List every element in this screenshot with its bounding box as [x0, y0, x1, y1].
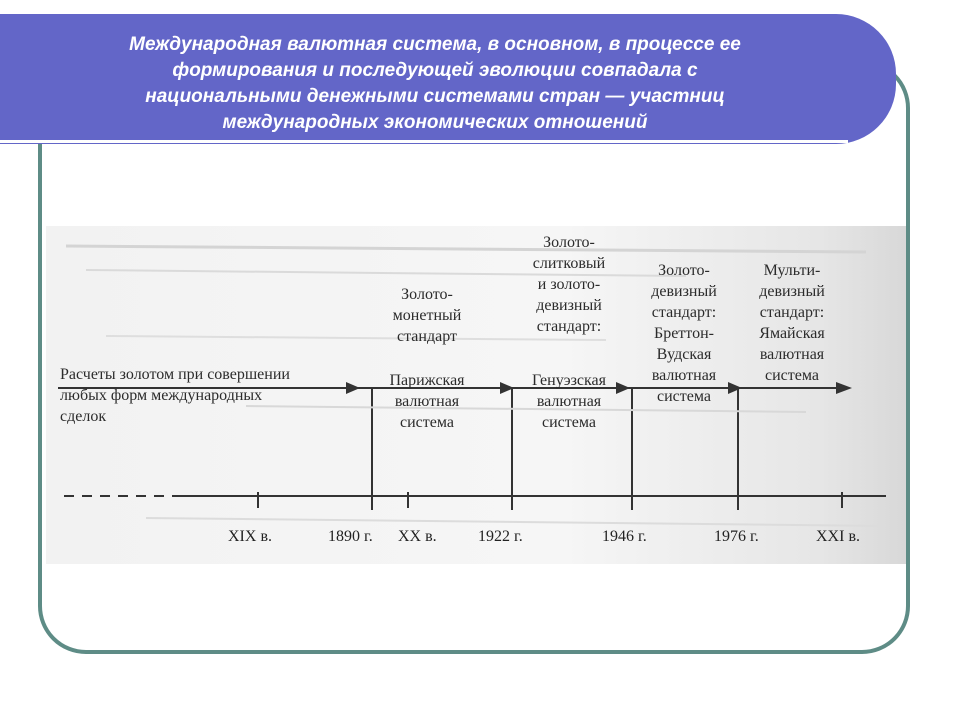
year-label-1890: 1890 г. — [328, 528, 373, 545]
standard-3-name: Золото- девизный стандарт: Бреттон- Вудская валютная система — [651, 262, 717, 405]
year-label-xx: XX в. — [398, 528, 437, 545]
year-label-1922: 1922 г. — [478, 528, 523, 545]
left-note: Расчеты золотом при совершении любых форм международных сделок — [60, 366, 290, 425]
slide-title: Международная валютная система, в основном, в процессе ее формирования и последующей эволюции совпадала с национальными денежными системами стран — участниц международных экономических отношений — [129, 34, 741, 133]
title-underline — [0, 140, 848, 143]
standard-4-name: Мульти- девизный стандарт: Ямайская валютная система — [759, 262, 825, 384]
timeline-diagram — [46, 226, 906, 564]
standard-1-name: Золото- монетный стандарт — [392, 286, 462, 345]
year-label-1976: 1976 г. — [714, 528, 759, 545]
year-label-xxi: XXI в. — [816, 528, 860, 545]
title-banner — [0, 14, 896, 144]
year-label-xix: XIX в. — [228, 528, 272, 545]
year-label-1946: 1946 г. — [602, 528, 647, 545]
standard-2-name: Золото- слитковый и золото- девизный стандарт: — [532, 234, 606, 335]
standard-1-system: Парижская валютная система — [389, 372, 465, 431]
standard-2-system: Генуэзская валютная система — [532, 372, 606, 431]
